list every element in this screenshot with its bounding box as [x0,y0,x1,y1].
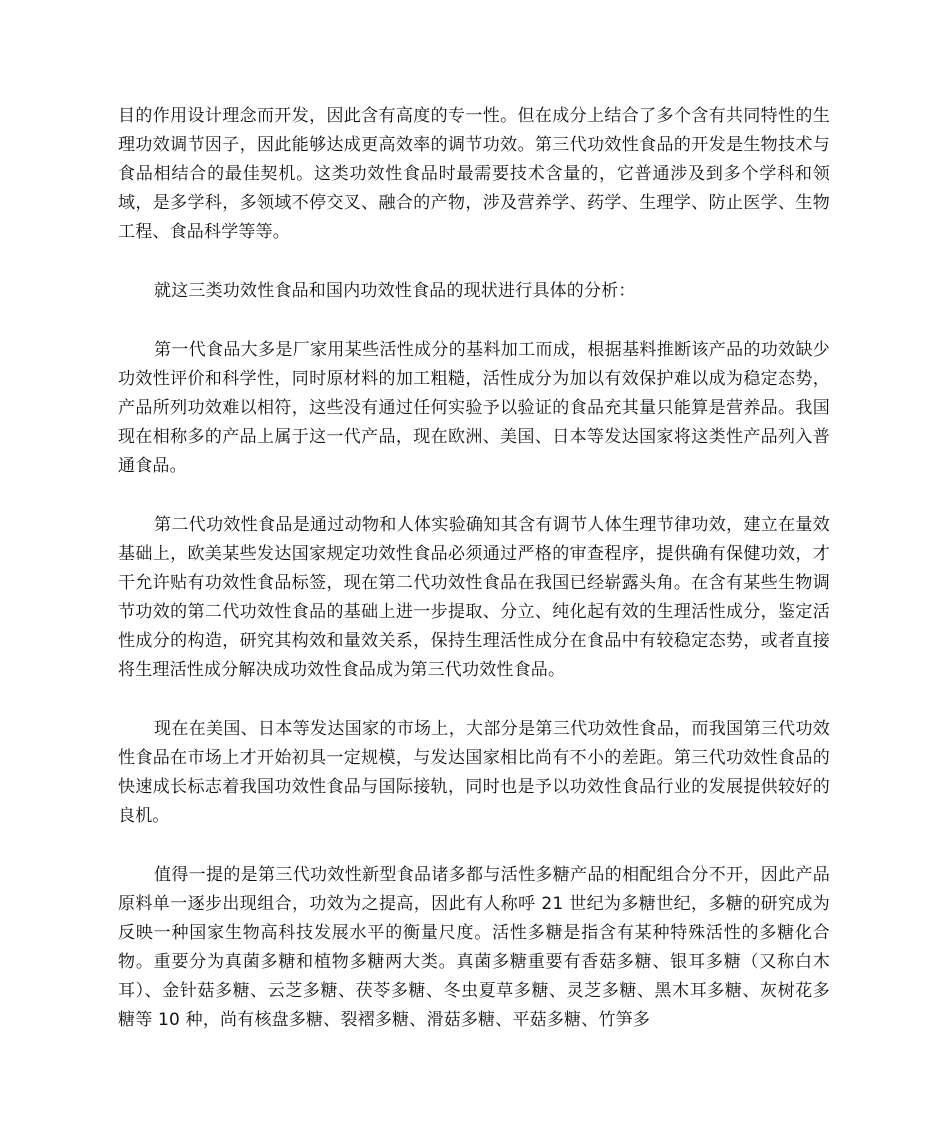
paragraph-6: 值得一提的是第三代功效性新型食品诸多都与活性多糖产品的相配组合分不开，因此产品原料单一逐步出现组合，功效为之提高，因此有人称呼 21 世纪为多糖世纪，多糖的研究成为反映一种国家生物高科技发展水平的衡量尺度。活性多糖是指含有某种特殊活性的多糖化合物。重要分为真菌多糖和植物多糖两大类。真菌多糖重要有香菇多糖、银耳多糖（又称白木耳）、金针菇多糖、云芝多糖、茯苓多糖、冬虫夏草多糖、灵芝多糖、黑木耳多糖、灰树花多糖等 10 种，尚有核盘多糖、裂褶多糖、滑菇多糖、平菇多糖、竹笋多 [118,865,830,1030]
paragraph-2: 就这三类功效性食品和国内功效性食品的现状进行具体的分析： [154,281,636,301]
paragraph-5: 现在在美国、日本等发达国家的市场上，大部分是第三代功效性食品，而我国第三代功效性食品在市场上才开始初具一定规模，与发达国家相比尚有不小的差距。第三代功效性食品的快速成长标志着我国功效性食品与国际接轨，同时也是予以功效性食品行业的发展提供较好的良机。 [118,719,830,826]
document-body [118,102,830,1065]
paragraph-4: 第二代功效性食品是通过动物和人体实验确知其含有调节人体生理节律功效，建立在量效基础上，欧美某些发达国家规定功效性食品必须通过严格的审查程序，提供确有保健功效，才干允许贴有功效性食品标签，现在第二代功效性食品在我国已经崭露头角。在含有某些生物调节功效的第二代功效性食品的基础上进一步提取、分立、纯化起有效的生理活性成分，鉴定活性成分的构造，研究其构效和量效关系，保持生理活性成分在食品中有较稳定态势，或者直接将生理活性成分解决成功效性食品成为第三代功效性食品。 [118,515,830,680]
paragraph-1: 目的作用设计理念而开发，因此含有高度的专一性。但在成分上结合了多个含有共同特性的生理功效调节因子，因此能够达成更高效率的调节功效。第三代功效性食品的开发是生物技术与食品相结合的最佳契机。这类功效性食品时最需要技术含量的，它普通涉及到多个学科和领域，是多学科，多领域不停交叉、融合的产物，涉及营养学、药学、生理学、防止医学、生物工程、食品科学等等。 [118,106,830,242]
paragraph-3: 第一代食品大多是厂家用某些活性成分的基料加工而成，根据基料推断该产品的功效缺少功效性评价和科学性，同时原材料的加工粗糙，活性成分为加以有效保护难以成为稳定态势，产品所列功效难以相符，这些没有通过任何实验予以验证的食品充其量只能算是营养品。我国现在相称多的产品上属于这一代产品，现在欧洲、美国、日本等发达国家将这类性产品列入普通食品。 [118,340,830,476]
